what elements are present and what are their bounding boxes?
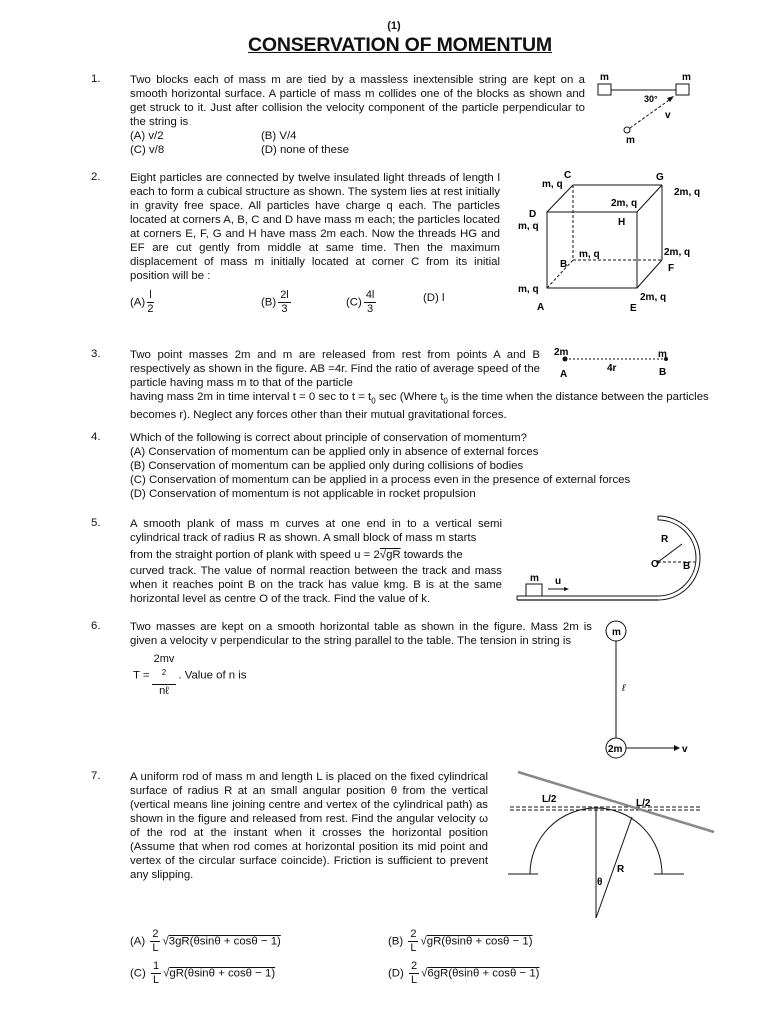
q6-label-l: ℓ bbox=[622, 683, 626, 694]
q4-option-b: (B) Conservation of momentum can be applied only during collisions of bodies bbox=[130, 460, 524, 472]
q5-text-2: from the straight portion of plank with speed u = 2√gR towards the bbox=[130, 549, 463, 561]
q4-option-a: (A) Conservation of momentum can be applied only in absence of external forces bbox=[130, 446, 539, 458]
q7-text: A uniform rod of mass m and length L is placed on the fixed cylindrical surface of radius R at an small angular position θ from the vertical (vertical means line joining centre and vertex of the cylindrical path) as shown in the figure and released from rest. Find the angular velocity ω of the rod at the instant when it crosses the horizontal position (Assume that when rod comes at horizontal position its mid point and vertex of the circular surface coincide). Friction is sufficient to prevent any slipping. bbox=[130, 771, 488, 881]
q4-number: 4. bbox=[91, 431, 101, 443]
q2-label-F-2mq: 2m, q bbox=[664, 247, 691, 258]
q7-option-b: (B) $\frac{2}{L}$ √gR(θsinθ + cosθ − 1) bbox=[388, 928, 533, 954]
q3-text-2: having mass 2m in time interval t = 0 sec to $t = t_0$ sec (Where $t_0$ is the time when the distance between the particles becomes r). Neglect any forces other than their mutual gravitational forces. bbox=[130, 391, 709, 422]
q3-text-1: Two point masses 2m and m are released from rest from points A and B respectively as shown in the figure. AB =4r. Find the ratio of average speed of the particle having mass m to that of the particle bbox=[130, 349, 540, 389]
q2-option-d: (D) l bbox=[423, 292, 445, 304]
q1-label-m-particle: m bbox=[626, 135, 635, 146]
q1-text: Two blocks each of mass m are tied by a massless inextensible string are kept on a smooth horizontal surface. A particle of mass m collides one of the blocks as shown and get struck to it. Just after collision the velocity component of the particle perpendicular to the string is bbox=[130, 74, 585, 128]
q1-label-m-left: m bbox=[600, 72, 609, 83]
q1-option-c: (C) v/8 bbox=[130, 144, 165, 156]
q7-label-L2-right: L/2 bbox=[636, 798, 651, 809]
q4-text: Which of the following is correct about principle of conservation of momentum? bbox=[130, 432, 527, 444]
q1-block-left bbox=[598, 84, 611, 95]
q6-text: Two masses are kept on a smooth horizontal table as shown in the figure. Mass 2m is given a velocity v perpendicular to the string parallel to the table. The tension in string is bbox=[130, 621, 592, 647]
q2-label-B: B bbox=[560, 259, 568, 270]
q2-label-B-mq: m, q bbox=[579, 249, 600, 260]
q2-label-G-2mq: 2m, q bbox=[674, 187, 701, 198]
q1-option-b: (B) V/4 bbox=[261, 130, 297, 142]
q5-label-O: O bbox=[651, 559, 659, 570]
q1-option-a: (A) v/2 bbox=[130, 130, 164, 142]
q7-label-R: R bbox=[617, 864, 625, 875]
q2-label-C-mq: m, q bbox=[542, 179, 563, 190]
q5-text-3: curved track. The value of normal reaction between the track and mass when it reaches point B on the track has value kmg. B is at the same horizontal level as centre O of the track. Find the value of k. bbox=[130, 565, 502, 605]
q3-label-2m: 2m bbox=[554, 347, 569, 358]
q3-label-m: m bbox=[658, 349, 667, 360]
q7-option-a: (A) $\frac{2}{L}$ √3gR(θsinθ + cosθ − 1) bbox=[130, 928, 281, 954]
q7-label-L2-left: L/2 bbox=[542, 794, 557, 805]
q1-particle bbox=[624, 127, 630, 133]
q5-label-B: B bbox=[683, 561, 691, 572]
q2-number: 2. bbox=[91, 171, 101, 183]
q2-label-A: A bbox=[537, 302, 545, 313]
q2-option-b: (B) $\frac{2l}{3}$ bbox=[261, 289, 289, 315]
q2-label-E-2mq: 2m, q bbox=[640, 292, 667, 303]
q1-option-d: (D) none of these bbox=[261, 144, 350, 156]
q2-cube-figure bbox=[512, 165, 712, 320]
q7-number: 7. bbox=[91, 770, 101, 782]
q3-label-A: A bbox=[560, 369, 568, 380]
q6-number: 6. bbox=[91, 620, 101, 632]
q4-option-d: (D) Conservation of momentum is not applicable in rocket propulsion bbox=[130, 488, 476, 500]
q3-label-4r: 4r bbox=[607, 363, 617, 374]
q6-formula: T = 2mv $^2$ nℓ . Value of n is bbox=[133, 653, 247, 697]
q1-label-m-right: m bbox=[682, 72, 691, 83]
q6-label-m: m bbox=[612, 627, 621, 638]
q2-label-G: G bbox=[656, 172, 664, 183]
q6-label-2m: 2m bbox=[608, 744, 623, 755]
q2-label-E: E bbox=[630, 303, 637, 314]
q2-label-A-mq: m, q bbox=[518, 284, 539, 295]
q2-text: Eight particles are connected by twelve insulated light threads of length l each to form a cubical structure as shown. The system lies at rest initially in gravity free space. All particles have charge q each. The particles located at corners A, B, C and D have mass m each; the particles located at corners E, F, G and H have mass 2m each. Now the threads HG and EF are cut gently from middle at same time. Then the maximum displacement of mass m initially located at corner C from its initial position will be : bbox=[130, 172, 500, 282]
q2-label-H: H bbox=[618, 217, 626, 228]
q4-option-c: (C) Conservation of momentum can be applied in a process even in the presence of external forces bbox=[130, 474, 631, 486]
q3-figure bbox=[548, 344, 678, 380]
q7-figure bbox=[504, 768, 718, 924]
q1-number: 1. bbox=[91, 73, 101, 85]
q5-text-1: A smooth plank of mass m curves at one end in to a vertical semi cylindrical track of radius R as shown. A small block of mass m starts bbox=[130, 518, 502, 544]
q2-label-D-mq: m, q bbox=[518, 221, 539, 232]
q2-label-F: F bbox=[668, 263, 675, 274]
q7-label-theta: θ bbox=[597, 877, 603, 888]
q3-number: 3. bbox=[91, 348, 101, 360]
q2-label-H-2mq: 2m, q bbox=[611, 198, 638, 209]
page-number: (1) bbox=[387, 20, 401, 32]
q5-label-u: u bbox=[555, 576, 562, 587]
q2-label-C: C bbox=[564, 170, 572, 181]
q5-label-m: m bbox=[530, 573, 539, 584]
q1-label-angle: 30° bbox=[644, 94, 658, 104]
q3-label-B: B bbox=[659, 367, 667, 378]
q7-option-d: (D) $\frac{2}{L}$ √6gR(θsinθ + cosθ − 1) bbox=[388, 960, 540, 986]
q2-option-a: (A) $\frac{l}{2}$ bbox=[130, 289, 154, 315]
q6-label-v: v bbox=[682, 744, 688, 755]
q5-number: 5. bbox=[91, 517, 101, 529]
q7-option-c: (C) $\frac{1}{L}$ √gR(θsinθ + cosθ − 1) bbox=[130, 960, 276, 986]
q1-figure bbox=[590, 70, 710, 150]
q6-figure bbox=[598, 616, 698, 766]
q1-label-v: v bbox=[665, 110, 671, 121]
q2-label-D: D bbox=[529, 209, 537, 220]
q5-figure bbox=[512, 512, 712, 608]
q5-block bbox=[526, 584, 542, 596]
q1-block-right bbox=[676, 84, 689, 95]
q2-option-c: (C) $\frac{4l}{3}$ bbox=[346, 289, 375, 315]
q5-label-R: R bbox=[661, 534, 669, 545]
page-title: CONSERVATION OF MOMENTUM bbox=[248, 34, 552, 56]
